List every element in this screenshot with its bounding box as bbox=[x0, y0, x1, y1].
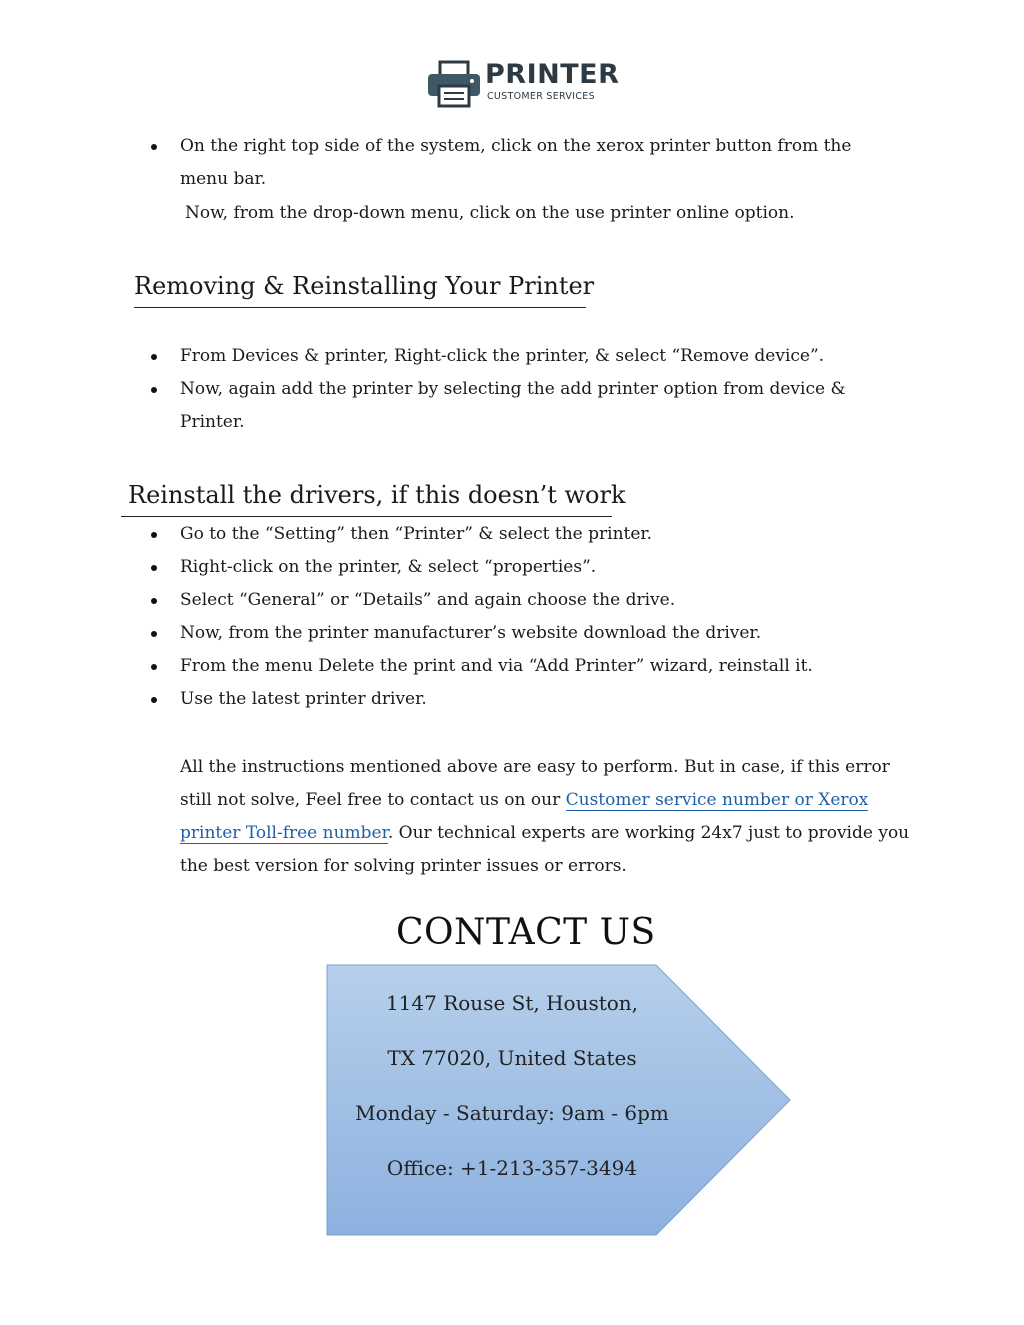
bullet-icon bbox=[151, 598, 157, 604]
heading-underline bbox=[121, 516, 612, 517]
contact-title: CONTACT US bbox=[396, 912, 656, 953]
customer-service-link[interactable]: Customer service number or Xerox printer Toll-free number bbox=[180, 790, 869, 843]
bullet-icon bbox=[151, 565, 157, 571]
bullet-icon bbox=[151, 387, 157, 393]
section1-list bbox=[180, 340, 880, 439]
list-item: Now, from the printer manufacturer’s website download the driver. bbox=[180, 617, 900, 650]
list-item: On the right top side of the system, click on the xerox printer button from the menu bar. bbox=[180, 130, 880, 196]
closing-paragraph: All the instructions mentioned above are easy to perform. But in case, if this error still not solve, Feel free to contact us on our Customer service number or Xerox printer Toll-free number. Our technical experts are working 24x7 just to provide you the best version for solving printer issues or errors. bbox=[180, 757, 910, 876]
section2-list bbox=[180, 518, 900, 716]
bullet-icon bbox=[151, 532, 157, 538]
heading-underline bbox=[134, 307, 586, 308]
bullet-icon bbox=[151, 664, 157, 670]
list-item: Select “General” or “Details” and again choose the drive. bbox=[180, 584, 900, 617]
business-hours: Monday - Saturday: 9am - 6pm bbox=[355, 1101, 669, 1125]
bullet-icon bbox=[151, 697, 157, 703]
list-item: Use the latest printer driver. bbox=[180, 683, 900, 716]
list-item: Go to the “Setting” then “Printer” & select the printer. bbox=[180, 518, 900, 551]
section-heading-removing: Removing & Reinstalling Your Printer bbox=[134, 272, 595, 300]
list-item: From Devices & printer, Right-click the printer, & select “Remove device”. bbox=[180, 340, 880, 373]
list-item: From the menu Delete the print and via “Add Printer” wizard, reinstall it. bbox=[180, 650, 900, 683]
bullet-icon bbox=[151, 144, 157, 150]
section-heading-reinstall: Reinstall the drivers, if this doesn’t work bbox=[128, 481, 626, 509]
intro-section bbox=[180, 130, 880, 196]
bullet-icon bbox=[151, 354, 157, 360]
printer-icon bbox=[426, 60, 482, 108]
company-logo bbox=[426, 58, 620, 110]
intro-continuation: Now, from the drop-down menu, click on the use printer online option. bbox=[185, 203, 795, 223]
logo-title: PRINTER bbox=[485, 59, 620, 90]
bullet-icon bbox=[151, 631, 157, 637]
list-item: Now, again add the printer by selecting the add printer option from device & Printer. bbox=[180, 373, 880, 439]
list-item: Right-click on the printer, & select “properties”. bbox=[180, 551, 900, 584]
logo-subtitle: CUSTOMER SERVICES bbox=[487, 91, 595, 102]
address-line-1: 1147 Rouse St, Houston, bbox=[385, 991, 639, 1015]
office-phone[interactable]: Office: +1-213-357-3494 bbox=[386, 1156, 638, 1180]
address-line-2: TX 77020, United States bbox=[387, 1046, 637, 1070]
